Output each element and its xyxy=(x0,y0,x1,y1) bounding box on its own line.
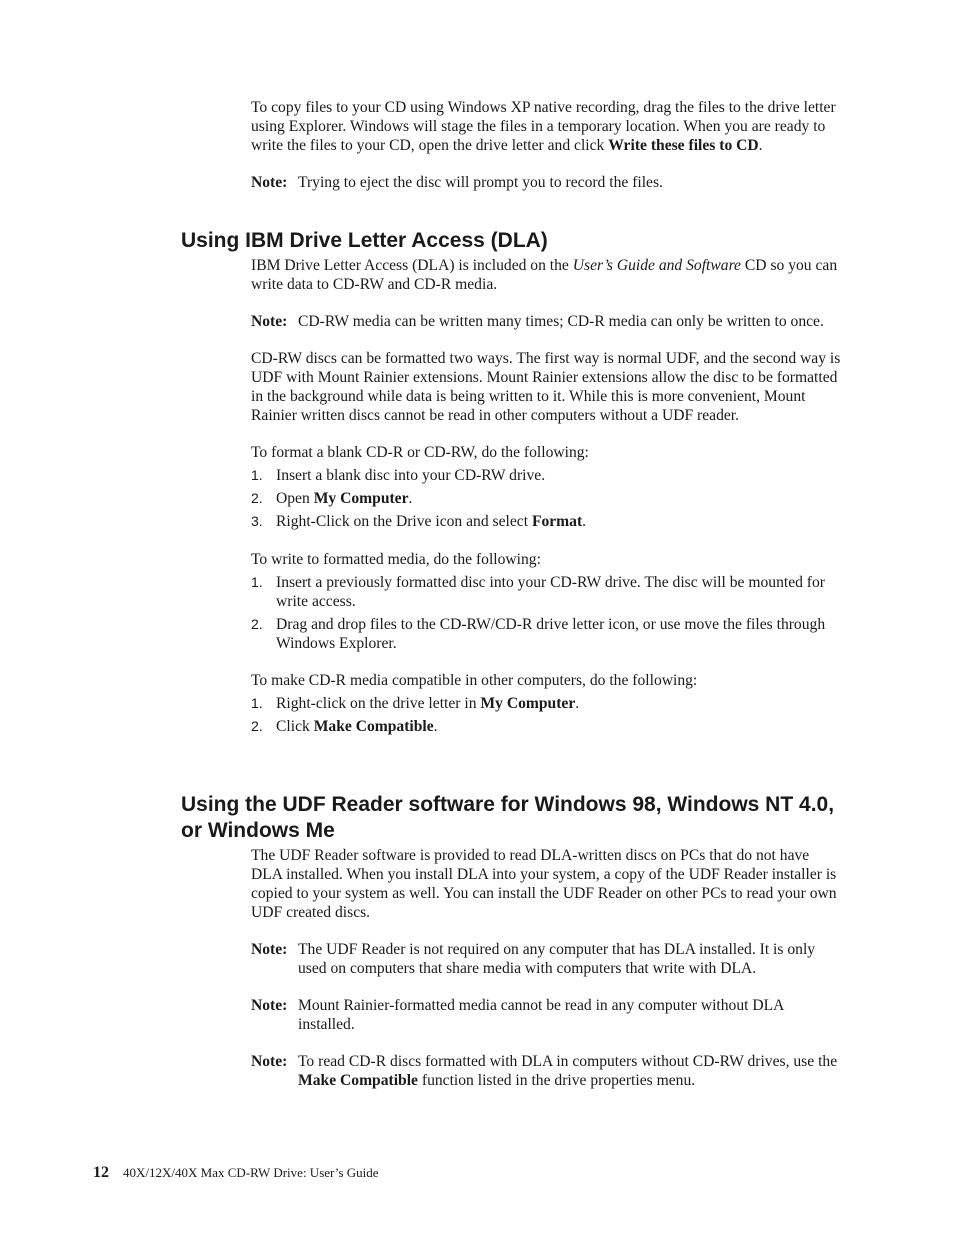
intro-text: To copy files to your CD using Windows XP native recording, drag the files to the drive letter using Explorer. Windows will stage the files in a temporary location. When you are ready to write the files to your CD, open the drive letter and click xyxy=(251,99,836,154)
note-text-end: function listed in the drive properties menu. xyxy=(417,1072,696,1089)
intro-paragraph xyxy=(251,98,843,155)
section-dla-body xyxy=(251,256,843,736)
list-number: 2. xyxy=(251,718,263,734)
list-text: Insert a previously formatted disc into your CD-RW drive. The disc will be mounted for write access. xyxy=(276,574,825,610)
note-bold: Make Compatible xyxy=(298,1072,418,1089)
list-item xyxy=(251,717,843,736)
write-steps-list xyxy=(251,573,843,653)
list-number: 1. xyxy=(251,695,263,711)
list-text: Click xyxy=(276,718,314,735)
udf-formats-paragraph: CD-RW discs can be formatted two ways. The first way is normal UDF, and the second way is UDF with Mount Rainier extensions. Mount Rainier extensions allow the disc to be formatted in the background while data is being written to it. While this is more convenient, Mount Rainier written discs cannot be read in other computers without a UDF reader. xyxy=(251,350,841,424)
list-bold: My Computer xyxy=(480,695,576,712)
list-number: 1. xyxy=(251,467,263,483)
write-intro: To write to formatted media, do the following: xyxy=(251,551,541,568)
footer-title: 40X/12X/40X Max CD-RW Drive: User’s Guide xyxy=(123,1165,379,1180)
list-bold: Make Compatible xyxy=(313,718,434,735)
list-text-end: . xyxy=(408,490,413,507)
page-footer xyxy=(93,1163,379,1183)
list-number: 3. xyxy=(251,513,263,529)
intro-block xyxy=(251,98,843,192)
compat-intro: To make CD-R media compatible in other computers, do the following: xyxy=(251,672,698,689)
list-bold: Format xyxy=(531,513,583,530)
intro-bold-command: Write these files to CD xyxy=(608,137,759,154)
section-heading-udf-reader: Using the UDF Reader software for Windows 98, Windows NT 4.0, or Windows Me xyxy=(181,793,835,842)
list-item xyxy=(251,615,843,653)
list-text: Insert a blank disc into your CD-RW drive. xyxy=(276,467,546,484)
dla-text-end: CD so you can write data to CD-RW and CD-R media. xyxy=(251,257,838,293)
note-label: Note: xyxy=(251,941,288,958)
format-intro: To format a blank CD-R or CD-RW, do the following: xyxy=(251,444,589,461)
udf-reader-paragraph: The UDF Reader software is provided to read DLA-written discs on PCs that do not have DLA installed. When you install DLA into your system, a copy of the UDF Reader installer is copied to your system as well. You can install the UDF Reader on other PCs to read your own UDF created discs. xyxy=(251,847,837,921)
udf-note-2 xyxy=(251,996,843,1034)
note-text: CD-RW media can be written many times; CD-R media can only be written to once. xyxy=(298,313,824,330)
list-text-end: . xyxy=(582,513,587,530)
list-text: Right-Click on the Drive icon and select xyxy=(276,513,532,530)
dla-intro-paragraph xyxy=(251,256,843,294)
udf-note-3 xyxy=(251,1052,843,1090)
dla-text: IBM Drive Letter Access (DLA) is included on the xyxy=(251,257,573,274)
note-text: Trying to eject the disc will prompt you to record the files. xyxy=(298,174,663,191)
udf-note-1 xyxy=(251,940,843,978)
list-item xyxy=(251,573,843,611)
list-number: 2. xyxy=(251,490,263,506)
note-text: The UDF Reader is not required on any computer that has DLA installed. It is only used on computers that share media with computers that write with DLA. xyxy=(298,941,816,977)
list-text: Right-click on the drive letter in xyxy=(276,695,481,712)
intro-text-end: . xyxy=(758,137,763,154)
compat-steps-list xyxy=(251,694,843,736)
list-item xyxy=(251,466,843,485)
list-bold: My Computer xyxy=(313,490,409,507)
list-item xyxy=(251,512,843,531)
section-udf-body xyxy=(251,846,843,1090)
section-heading-dla: Using IBM Drive Letter Access (DLA) xyxy=(181,229,548,252)
list-text: Open xyxy=(276,490,314,507)
list-number: 2. xyxy=(251,616,263,632)
list-text-end: . xyxy=(575,695,580,712)
list-item xyxy=(251,694,843,713)
dla-note xyxy=(251,312,843,331)
page-number: 12 xyxy=(93,1164,109,1181)
note-label: Note: xyxy=(251,1053,288,1070)
dla-italic-title: User’s Guide and Software xyxy=(572,257,741,274)
format-steps-list xyxy=(251,466,843,531)
list-text-end: . xyxy=(433,718,438,735)
list-item xyxy=(251,489,843,508)
note-label: Note: xyxy=(251,997,288,1014)
list-text: Drag and drop files to the CD-RW/CD-R drive letter icon, or use move the files through Windows Explorer. xyxy=(276,616,826,652)
note-text: Mount Rainier-formatted media cannot be read in any computer without DLA installed. xyxy=(298,997,784,1033)
intro-note xyxy=(251,173,843,192)
note-label: Note: xyxy=(251,174,288,191)
note-label: Note: xyxy=(251,313,288,330)
note-text: To read CD-R discs formatted with DLA in computers without CD-RW drives, use the xyxy=(298,1053,838,1070)
list-number: 1. xyxy=(251,574,263,590)
